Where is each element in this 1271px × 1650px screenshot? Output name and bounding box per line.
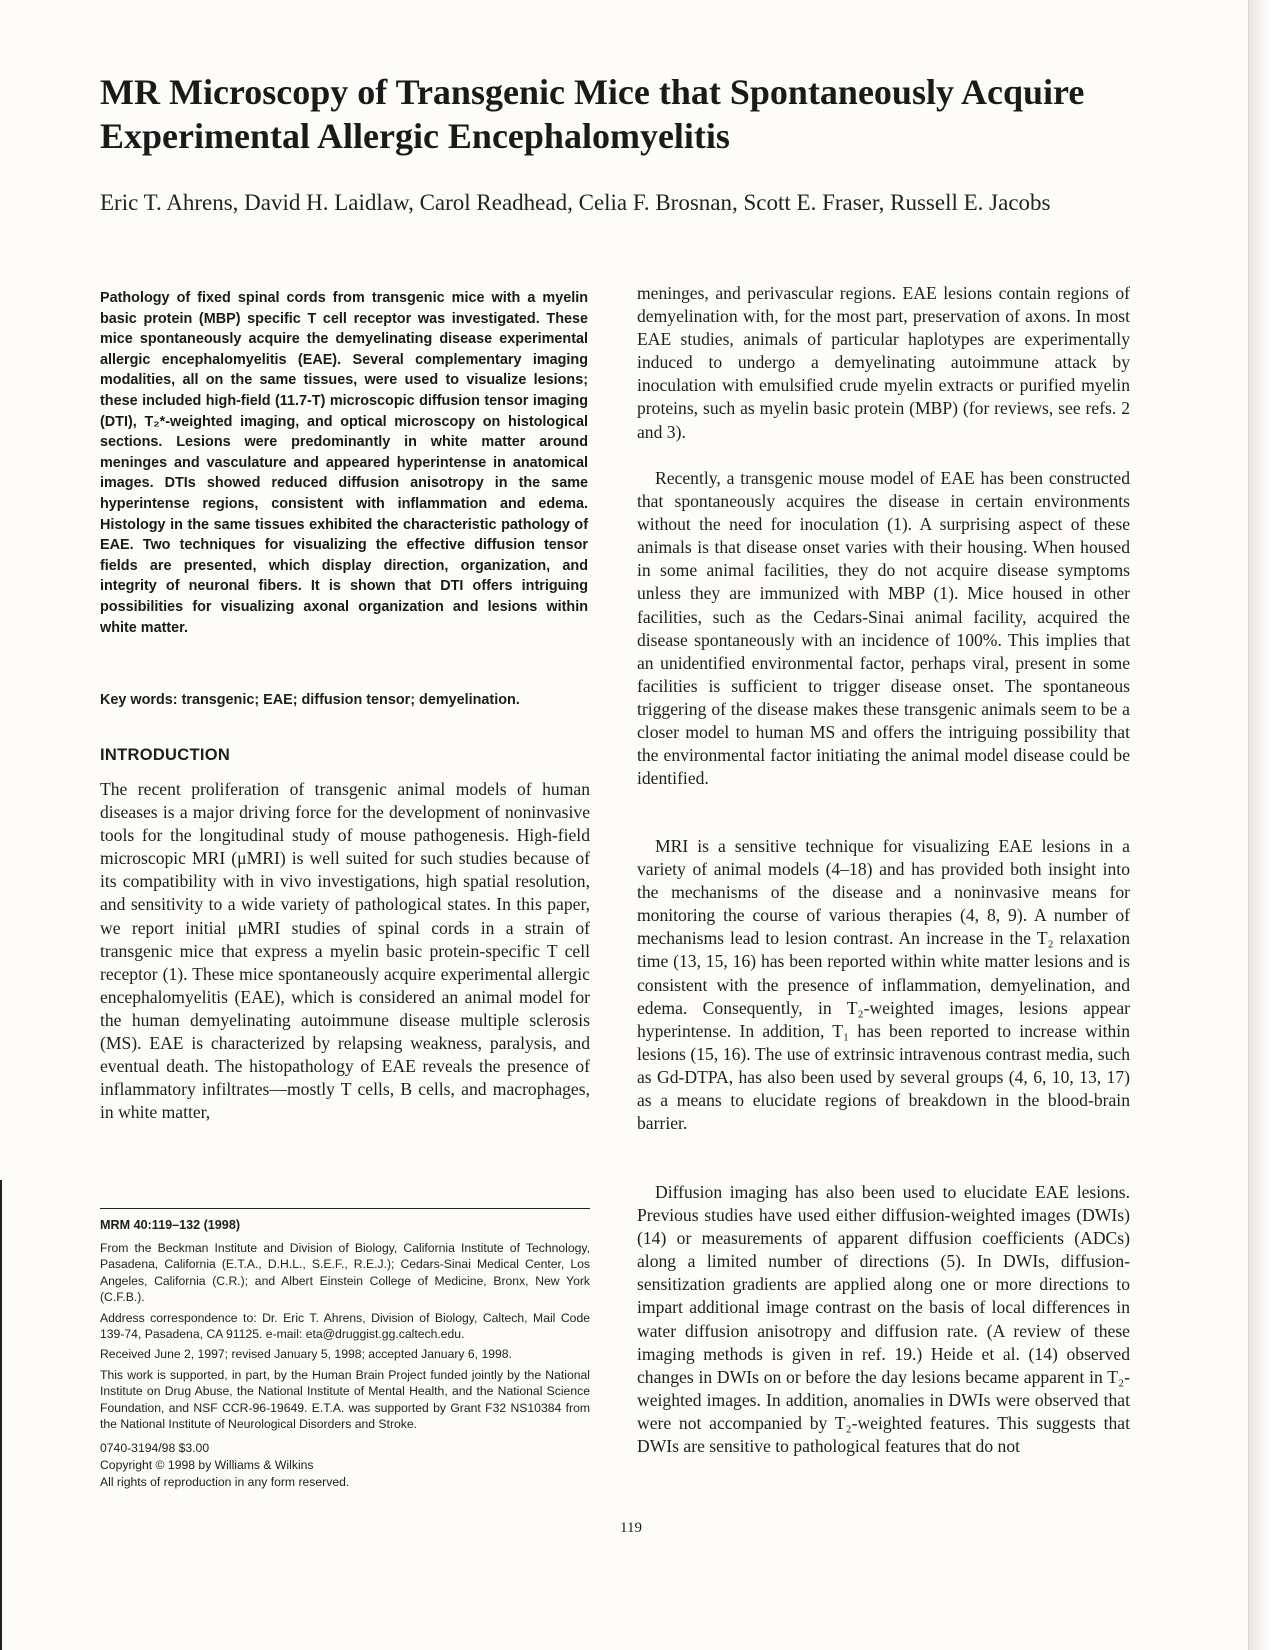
footnote-copyright: Copyright © 1998 by Williams & Wilkins <box>100 1458 314 1472</box>
abstract: Pathology of fixed spinal cords from transgenic mice with a myelin basic protein (MBP) specific T cell receptor was investigated. These mice spontaneously acquire the demyelinating disease experimental allergic encephalomyelitis (EAE). Several complementary imaging modalities, all on the same tissues, were used to visualize lesions; these included high-field (11.7-T) microscopic diffusion tensor imaging (DTI), T₂*-weighted imaging, and optical microscopy on histological sections. Lesions were predominantly in white matter around meninges and vasculature and appeared hyperintense in anatomical images. DTIs showed reduced diffusion anisotropy in the same hyperintense regions, consistent with inflammation and edema. Histology in the same tissues exhibited the characteristic pathology of EAE. Two techniques for visualizing the effective diffusion tensor fields are presented, which display direction, organization, and integrity of neuronal fibers. It is shown that DTI offers intriguing possibilities for visualizing axonal organization and lesions within white matter. <box>100 290 588 636</box>
footnote-code: 0740-3194/98 $3.00 <box>100 1441 210 1455</box>
footnote-affiliation: From the Beckman Institute and Division of Biology, California Institute of Technology, Pasadena, California (E.T.A., D.H.L., S.E.F., R.E.J.); Cedars-Sinai Medical Center, Los Angeles, California (C.R.); and Albert Einstein College of Medicine, Bronx, New York (C.F.B.). <box>100 1241 590 1305</box>
footnote-rule <box>100 1208 590 1209</box>
footnote-received: Received June 2, 1997; revised January 5, 1998; accepted January 6, 1998. <box>100 1347 512 1361</box>
introduction-heading: INTRODUCTION <box>100 746 231 764</box>
column2-paragraph-1: meninges, and perivascular regions. EAE lesions contain regions of demyelination with, for the most part, preservation of axons. In most EAE studies, animals of particular haplotypes are experimentally induced to undergo a demyelinating autoimmune attack by inoculation with emulsified crude myelin extracts or purified myelin proteins, such as myelin basic protein (MBP) (for reviews, see refs. 2 and 3). <box>637 283 1130 442</box>
page-edge-left <box>0 1180 2 1650</box>
page-number: 119 <box>620 1520 642 1536</box>
footnote-journal: MRM 40:119–132 (1998) <box>100 1218 241 1232</box>
footnote-address: Address correspondence to: Dr. Eric T. Ahrens, Division of Biology, Caltech, Mail Code 139-74, Pasadena, CA 91125. e-mail: eta@druggist.gg.caltech.edu. <box>100 1311 590 1342</box>
keywords: Key words: transgenic; EAE; diffusion tensor; demyelination. <box>100 692 520 708</box>
article-authors: Eric T. Ahrens, David H. Laidlaw, Carol Readhead, Celia F. Brosnan, Scott E. Fraser, Russell E. Jacobs <box>100 190 1051 215</box>
page-edge-right <box>1248 0 1271 1650</box>
article-title: MR Microscopy of Transgenic Mice that Spontaneously Acquire Experimental Allergic Encephalomyelitis <box>100 72 1085 156</box>
footnote-rights: All rights of reproduction in any form reserved. <box>100 1475 350 1489</box>
column2-paragraph-4: Diffusion imaging has also been used to elucidate EAE lesions. Previous studies have used either diffusion-weighted images (DWIs) (14) or measurements of apparent diffusion coefficients (ADCs) along a limited number of directions (5). In DWIs, diffusion-sensitization gradients are applied along one or more directions to impart additional image contrast on the basis of local differences in water diffusion anisotropy and diffusion rate. (A review of these imaging methods is given in ref. 19.) Heide et al. (14) observed changes in DWIs on or before the day lesions became apparent in T₂-weighted images. In addition, anomalies in DWIs were observed that were not accompanied by T₂-weighted features. This suggests that DWIs are sensitive to pathological features that do not <box>637 1182 1130 1457</box>
introduction-paragraph-1: The recent proliferation of transgenic animal models of human diseases is a major driving force for the development of noninvasive tools for the longitudinal study of mouse pathogenesis. High-field microscopic MRI (μMRI) is well suited for such studies because of its compatibility with in vivo investigations, high spatial resolution, and sensitivity to a wide variety of pathological states. In this paper, we report initial μMRI studies of spinal cords in a strain of transgenic mice that express a myelin basic protein-specific T cell receptor (1). These mice spontaneously acquire experimental allergic encephalomyelitis (EAE), which is considered an animal model for the human demyelinating autoimmune disease multiple sclerosis (MS). EAE is characterized by relapsing weakness, paralysis, and eventual death. The histopathology of EAE reveals the presence of inflammatory infiltrates—mostly T cells, B cells, and macrophages, in white matter, <box>100 779 590 1123</box>
column2-paragraph-2: Recently, a transgenic mouse model of EAE has been constructed that spontaneously acquires the disease in certain environments without the need for inoculation (1). A surprising aspect of these animals is that disease onset varies with their housing. When housed in some animal facilities, they do not acquire disease symptoms unless they are immunized with MBP (1). Mice housed in other facilities, such as the Cedars-Sinai animal facility, acquired the disease spontaneously with an incidence of 100%. This implies that an unidentified environmental factor, perhaps viral, present in some facilities is sufficient to trigger disease onset. The spontaneous triggering of the disease makes these transgenic animals seem to be a closer model to human MS and offers the intriguing possibility that the environmental factor initiating the animal model disease could be identified. <box>637 468 1130 789</box>
footnote-support: This work is supported, in part, by the Human Brain Project funded jointly by the National Institute on Drug Abuse, the National Institute of Mental Health, and the National Science Foundation, and NSF CCR-96-19649. E.T.A. was supported by Grant F32 NS10384 from the National Institute of Neurological Disorders and Stroke. <box>100 1368 590 1432</box>
column2-paragraph-3: MRI is a sensitive technique for visualizing EAE lesions in a variety of animal models (4–18) and has provided both insight into the mechanisms of the disease and a noninvasive means for monitoring the course of various therapies (4, 8, 9). A number of mechanisms lead to lesion contrast. An increase in the T₂ relaxation time (13, 15, 16) has been reported within white matter lesions and is consistent with the presence of inflammation, demyelination, and edema. Consequently, in T₂-weighted images, lesions appear hyperintense. In addition, T₁ has been reported to increase within lesions (15, 16). The use of extrinsic intravenous contrast media, such as Gd-DTPA, has also been used by several groups (4, 6, 10, 13, 17) as a means to elucidate regions of breakdown in the blood-brain barrier. <box>637 836 1130 1134</box>
